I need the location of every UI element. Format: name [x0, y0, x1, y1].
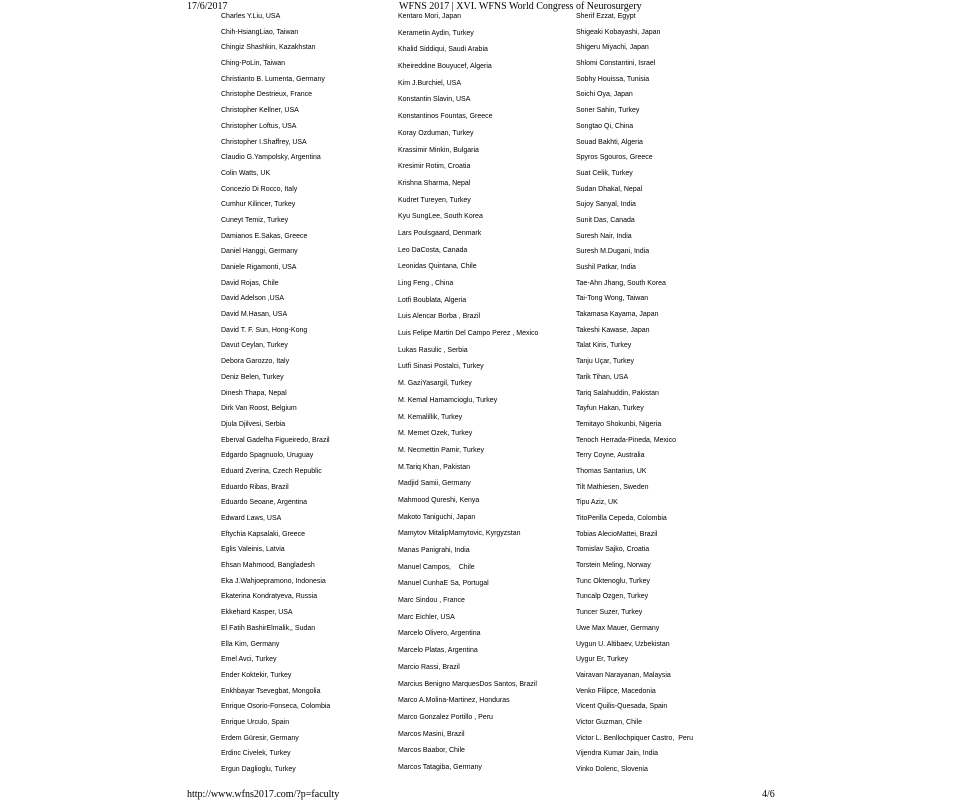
faculty-entry: Eberval Gadelha Figueiredo, Brazil: [221, 436, 330, 444]
faculty-entry: Ekaterina Kondratyeva, Russia: [221, 593, 318, 601]
faculty-entry: Marco A.Molina-Martinez, Honduras: [398, 697, 510, 705]
faculty-entry: Tobias AlecioMattei, Brazil: [576, 530, 658, 538]
faculty-entry: M. GaziYasargil, Turkey: [398, 380, 472, 388]
faculty-entry: Marco Gonzalez Portillo , Peru: [398, 713, 493, 721]
faculty-entry: Christopher Loftus, USA: [221, 122, 297, 130]
faculty-entry: Chih-HsiangLiao, Taiwan: [221, 28, 299, 36]
faculty-entry: Victor Guzman, Chile: [576, 718, 643, 726]
faculty-entry: Konstantinos Fountas, Greece: [398, 113, 493, 121]
faculty-entry: Luis Alencar Borba , Brazil: [398, 313, 481, 321]
faculty-entry: Marc Sindou , France: [398, 597, 465, 605]
faculty-entry: El Fatih BashirElmalik,, Sudan: [221, 624, 316, 632]
faculty-entry: Ergun Daglioglu, Turkey: [221, 766, 296, 773]
faculty-entry: Songtao Qi, China: [576, 122, 634, 130]
faculty-entry: Christianto B. Lumenta, Germany: [221, 75, 325, 83]
faculty-entry: Lotfi Boublata, Algeria: [398, 296, 467, 304]
faculty-entry: Debora Garozzo, Italy: [221, 358, 290, 366]
faculty-entry: Mahmood Qureshi, Kenya: [398, 496, 480, 504]
faculty-entry: Tuncer Suzer, Turkey: [576, 609, 643, 617]
faculty-entry: Tipu Aziz, UK: [576, 499, 618, 507]
faculty-entry: Talat Kiris, Turkey: [576, 342, 632, 350]
faculty-entry: Tayfun Hakan, Turkey: [576, 405, 644, 413]
faculty-column-2: [398, 13, 538, 781]
faculty-entry: Kudret Tureyen, Turkey: [398, 196, 471, 204]
faculty-entry: Victor L. Benllochpiquer Castro, Peru: [576, 734, 693, 742]
faculty-entry: Manas Panigrahi, India: [398, 547, 470, 554]
faculty-entry: Ekkehard Kasper, USA: [221, 609, 293, 617]
faculty-entry: Cumhur Kilincer, Turkey: [221, 201, 296, 209]
faculty-entry: Kheireddine Bouyucef, Algeria: [398, 63, 492, 71]
faculty-entry: Cuneyt Temiz, Turkey: [221, 216, 289, 224]
faculty-entry: Kentaro Mori, Japan: [398, 13, 462, 20]
faculty-entry: Shigeaki Kobayashi, Japan: [576, 28, 661, 36]
faculty-entry: Tae-Ahn Jhang, South Korea: [576, 279, 666, 287]
faculty-entry: Ehsan Mahmood, Bangladesh: [221, 562, 315, 570]
faculty-entry: Khalid Siddiqui, Saudi Arabia: [398, 46, 488, 54]
faculty-entry: Davut Ceylan, Turkey: [221, 342, 288, 350]
faculty-entry: Djula Djilvesi, Serbia: [221, 420, 286, 428]
faculty-entry: Marcos Masini, Brazil: [398, 730, 465, 738]
faculty-entry: David Adelson ,USA: [221, 295, 285, 303]
faculty-entry: Eglis Valeinis, Latvia: [221, 546, 285, 554]
faculty-entry: Marcos Baabor, Chile: [398, 747, 465, 755]
faculty-entry: Vicent Quilis-Quesada, Spain: [576, 703, 668, 711]
faculty-entry: Sunit Das, Canada: [576, 216, 635, 224]
faculty-entry: Manuel Campos, Chile: [398, 563, 475, 571]
page-title: WFNS 2017 | XVI. WFNS World Congress of Neurosurgery: [399, 1, 642, 12]
faculty-entry: Marcius Benigno MarquesDos Santos, Brazil: [398, 680, 537, 688]
faculty-entry: Claudio G.Yampolsky, Argentina: [221, 154, 321, 162]
faculty-entry: Kyu SungLee, South Korea: [398, 213, 483, 221]
faculty-entry: Marc Eichler, USA: [398, 613, 455, 621]
faculty-entry: Soner Sahin, Turkey: [576, 107, 640, 115]
faculty-entry: Eka J.Wahjoepramono, Indonesia: [221, 577, 326, 585]
faculty-entry: Luis Felipe Martin Del Campo Perez , Mexico: [398, 330, 539, 338]
faculty-entry: Kresimir Rotim, Croatia: [398, 163, 471, 171]
faculty-entry: Deniz Belen, Turkey: [221, 373, 284, 381]
faculty-column-3: [576, 13, 693, 782]
faculty-entry: Krassimir Minkin, Bulgaria: [398, 146, 479, 154]
faculty-entry: Tenoch Herrada-Pineda, Mexico: [576, 436, 676, 444]
faculty-entry: Sujoy Sanyal, India: [576, 201, 636, 209]
faculty-entry: Daniele Rigamonti, USA: [221, 264, 297, 271]
faculty-entry: M. Necmettin Pamir, Turkey: [398, 446, 484, 454]
faculty-entry: Terry Coyne, Australia: [576, 452, 645, 460]
faculty-entry: Shigeru Miyachi, Japan: [576, 44, 649, 52]
faculty-entry: Vinko Dolenc, Slovenia: [576, 766, 648, 773]
faculty-entry: Madjid Samii, Germany: [398, 480, 471, 488]
faculty-entry: Makoto Taniguchi, Japan: [398, 513, 476, 521]
faculty-entry: Ling Feng , China: [398, 280, 454, 287]
faculty-entry: Enrique Osorio-Fonseca, Colombia: [221, 703, 331, 711]
faculty-entry: Kim J.Burchiel, USA: [398, 79, 462, 87]
faculty-entry: Suat Celik, Turkey: [576, 169, 633, 177]
faculty-entry: Emel Avci, Turkey: [221, 656, 277, 664]
faculty-entry: Tilt Mathiesen, Sweden: [576, 483, 649, 491]
faculty-entry: M. Kemal Hamamcioglu, Turkey: [398, 396, 498, 404]
faculty-entry: Thomas Santarius, UK: [576, 467, 647, 475]
faculty-entry: Uwe Max Mauer, Germany: [576, 624, 660, 632]
page-number: 4/6: [762, 789, 775, 800]
faculty-entry: Marcos Tatagiba, Germany: [398, 763, 482, 771]
faculty-entry: Erdinc Civelek, Turkey: [221, 750, 291, 758]
faculty-entry: Erdem Güresir, Germany: [221, 734, 299, 742]
faculty-entry: David M.Hasan, USA: [221, 311, 288, 319]
faculty-entry: Suresh M.Dugani, India: [576, 248, 650, 256]
faculty-entry: Torstein Meling, Norway: [576, 562, 651, 570]
faculty-entry: Lars Poulsgaard, Denmark: [398, 229, 482, 237]
page-url: http://www.wfns2017.com/?p=faculty: [187, 789, 340, 800]
faculty-entry: Temitayo Shokunbi, Nigeria: [576, 420, 662, 428]
faculty-entry: Daniel Hanggi, Germany: [221, 248, 298, 256]
faculty-entry: Vairavan Narayanan, Malaysia: [576, 671, 671, 679]
faculty-entry: Krishna Sharma, Nepal: [398, 179, 471, 187]
faculty-entry: Vijendra Kumar Jain, India: [576, 750, 658, 758]
faculty-entry: M. Kemalillik, Turkey: [398, 413, 463, 421]
faculty-entry: Lutfi Sinasi Postalci, Turkey: [398, 363, 484, 371]
faculty-entry: Takeshi Kawase, Japan: [576, 326, 650, 334]
faculty-entry: Sudan Dhakal, Nepal: [576, 185, 643, 193]
faculty-entry: Tunc Oktenoglu, Turkey: [576, 577, 651, 585]
faculty-entry: Marcelo Platas, Argentina: [398, 647, 478, 655]
faculty-entry: Eduardo Ribas, Brazil: [221, 483, 289, 491]
faculty-entry: Enkhbayar Tsevegbat, Mongolia: [221, 687, 321, 695]
faculty-entry: Suresh Nair, India: [576, 232, 632, 240]
faculty-entry: Christopher I.Shaffrey, USA: [221, 138, 307, 146]
faculty-entry: Christopher Kellner, USA: [221, 107, 299, 115]
faculty-entry: Eduard Zverina, Czech Republic: [221, 467, 322, 475]
faculty-entry: Venko Filipce, Macedonia: [576, 687, 656, 695]
faculty-entry: Mamytov MitalipMamytovic, Kyrgyzstan: [398, 530, 521, 538]
faculty-entry: Tai-Tong Wong, Taiwan: [576, 295, 649, 303]
faculty-entry: Leo DaCosta, Canada: [398, 246, 468, 254]
faculty-entry: Uygun U. Altibaev, Uzbekistan: [576, 640, 670, 648]
faculty-entry: Sobhy Houissa, Tunisia: [576, 75, 650, 83]
faculty-entry: Koray Ozduman, Turkey: [398, 129, 474, 137]
faculty-entry: M. Memet Ozek, Turkey: [398, 430, 473, 438]
faculty-entry: Tariq Salahuddin, Pakistan: [576, 389, 659, 397]
faculty-entry: Marcio Rassi, Brazil: [398, 663, 460, 671]
faculty-entry: Marcelo Olivero, Argentina: [398, 630, 481, 638]
faculty-entry: Concezio Di Rocco, Italy: [221, 185, 298, 193]
faculty-entry: Konstantin Slavin, USA: [398, 96, 471, 104]
faculty-entry: Damianos E.Sakas, Greece: [221, 232, 308, 240]
faculty-entry: TitoPerilla Cepeda, Colombia: [576, 515, 667, 522]
faculty-entry: M.Tariq Khan, Pakistan: [398, 463, 470, 471]
faculty-entry: Leonidas Quintana, Chile: [398, 263, 477, 271]
faculty-entry: Edgardo Spagnuolo, Uruguay: [221, 452, 314, 460]
faculty-entry: Dirk Van Roost, Belgium: [221, 405, 297, 413]
faculty-entry: Sherif Ezzat, Egypt: [576, 13, 636, 20]
faculty-entry: Tarik Tihan, USA: [576, 373, 629, 381]
faculty-entry: Tuncalp Ozgen, Turkey: [576, 593, 649, 601]
faculty-entry: Christophe Destrieux, France: [221, 91, 313, 99]
faculty-entry: Ella Kim, Germany: [221, 640, 280, 648]
faculty-entry: Lukas Rasulic , Serbia: [398, 346, 468, 354]
faculty-column-1: [221, 13, 330, 782]
faculty-entry: Kerametin Aydin, Turkey: [398, 29, 474, 37]
faculty-entry: Eftychia Kapsalaki, Greece: [221, 530, 306, 538]
faculty-entry: David Rojas, Chile: [221, 279, 279, 287]
faculty-entry: Shlomi Constantini, Israel: [576, 60, 656, 68]
faculty-entry: Chingiz Shashkin, Kazakhstan: [221, 44, 316, 52]
faculty-entry: Manuel CunhaE Sa, Portugal: [398, 580, 489, 588]
faculty-entry: Uygur Er, Turkey: [576, 656, 629, 664]
faculty-entry: Enrique Urculo, Spain: [221, 718, 290, 726]
faculty-entry: Spyros Sgouros, Greece: [576, 154, 653, 162]
faculty-entry: Colin Watts, UK: [221, 169, 271, 177]
faculty-entry: Tomislav Sajko, Croatia: [576, 546, 650, 554]
faculty-entry: Sushil Patkar, India: [576, 264, 636, 271]
faculty-entry: Soichi Oya, Japan: [576, 91, 633, 99]
faculty-entry: Takamasa Kayama, Japan: [576, 311, 659, 319]
faculty-entry: Tanju Uçar, Turkey: [576, 358, 634, 366]
faculty-entry: Ender Koktekir, Turkey: [221, 671, 292, 679]
faculty-entry: Ching-PoLin, Taiwan: [221, 60, 286, 68]
faculty-entry: Eduardo Seoane, Argentina: [221, 499, 308, 507]
faculty-entry: Dinesh Thapa, Nepal: [221, 389, 287, 397]
faculty-entry: Edward Laws, USA: [221, 515, 282, 522]
print-date: 17/6/2017: [187, 1, 228, 12]
faculty-entry: David T. F. Sun, Hong-Kong: [221, 326, 308, 334]
faculty-entry: Charles Y.Liu, USA: [221, 13, 281, 20]
faculty-entry: Souad Bakhti, Algeria: [576, 138, 643, 146]
